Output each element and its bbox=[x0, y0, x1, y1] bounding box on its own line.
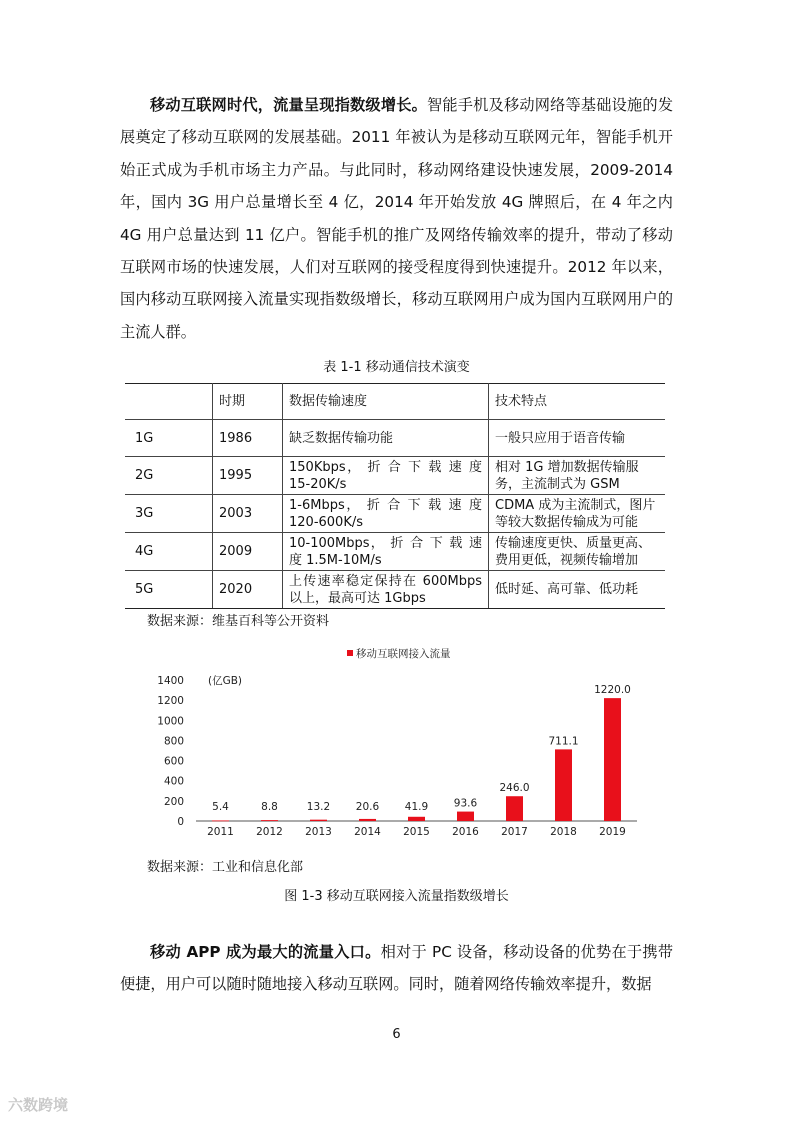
y-unit-label: (亿GB) bbox=[208, 675, 243, 687]
cell-year: 2003 bbox=[213, 495, 283, 533]
data-label: 41.9 bbox=[404, 801, 429, 813]
table-row bbox=[125, 571, 665, 609]
bar bbox=[506, 796, 523, 821]
bar bbox=[457, 812, 474, 821]
table-caption: 表 1-1 移动通信技术演变 bbox=[323, 360, 470, 375]
cell-speed: 10-100Mbps， 折 合 下 载 速 度 1.5M-10M/s bbox=[283, 533, 489, 571]
cell-speed: 上传速率稳定保持在 600Mbps 以上，最高可达 1Gbps bbox=[283, 571, 489, 609]
x-tick-label: 2014 bbox=[354, 826, 381, 838]
y-tick-label: 1400 bbox=[157, 675, 184, 687]
table-row bbox=[125, 457, 665, 495]
y-tick-label: 1000 bbox=[157, 715, 184, 728]
data-label: 246.0 bbox=[499, 782, 530, 795]
chart-source: 数据来源：工业和信息化部 bbox=[147, 860, 304, 875]
cell-gen: 4G bbox=[125, 533, 213, 571]
x-tick-label: 2018 bbox=[550, 826, 577, 838]
data-label: 711.1 bbox=[548, 735, 579, 748]
x-tick-label: 2013 bbox=[305, 826, 332, 838]
y-tick-label: 800 bbox=[163, 735, 184, 748]
app-body: 相对于 PC 设备，移动设备的优势在于携带便捷，用户可以随时随地接入移动互联网。同时，随着网络传输效率提升，数据 bbox=[120, 943, 674, 994]
x-tick-label: 2011 bbox=[207, 826, 234, 838]
x-tick-label: 2016 bbox=[452, 826, 479, 838]
bar bbox=[555, 749, 572, 821]
cell-feature: 低时延、高可靠、低功耗 bbox=[489, 571, 666, 609]
cell-feature: 一般只应用于语音传输 bbox=[489, 420, 666, 457]
y-tick-label: 200 bbox=[163, 795, 184, 808]
y-tick-label: 1200 bbox=[157, 695, 184, 708]
header-gen bbox=[125, 384, 213, 420]
legend-label: 移动互联网接入流量 bbox=[356, 648, 451, 660]
cell-speed: 缺乏数据传输功能 bbox=[283, 420, 489, 457]
header-speed: 数据传输速度 bbox=[283, 384, 489, 420]
y-tick-label: 0 bbox=[177, 816, 184, 828]
table-row bbox=[125, 495, 665, 533]
bar bbox=[359, 819, 376, 821]
cell-year: 1986 bbox=[213, 420, 283, 457]
cell-speed: 150Kbps， 折 合 下 载 速 度 15-20K/s bbox=[283, 457, 489, 495]
x-tick-label: 2012 bbox=[256, 826, 283, 838]
cell-year: 2009 bbox=[213, 533, 283, 571]
table-header-row bbox=[125, 384, 665, 420]
data-label: 8.8 bbox=[261, 801, 278, 813]
cell-year: 2020 bbox=[213, 571, 283, 609]
app-lead: 移动 APP 成为最大的流量入口。 bbox=[150, 943, 381, 961]
header-features: 技术特点 bbox=[489, 384, 666, 420]
data-label: 13.2 bbox=[306, 801, 331, 813]
page-number: 6 bbox=[392, 1027, 401, 1042]
legend-swatch bbox=[347, 650, 353, 656]
intro-lead: 移动互联网时代，流量呈现指数级增长。 bbox=[150, 96, 427, 114]
data-label: 1220.0 bbox=[594, 684, 631, 697]
data-label: 93.6 bbox=[453, 797, 478, 810]
table-row bbox=[125, 533, 665, 571]
figure-caption: 图 1-3 移动互联网接入流量指数级增长 bbox=[284, 889, 509, 904]
table-source: 数据来源：维基百科等公开资料 bbox=[147, 614, 330, 629]
cell-feature: 传输速度更快、质量更高、费用更低，视频传输增加 bbox=[489, 533, 666, 571]
mobile-tech-table bbox=[125, 383, 665, 609]
cell-feature: CDMA 成为主流制式，图片等较大数据传输成为可能 bbox=[489, 495, 666, 533]
cell-year: 1995 bbox=[213, 457, 283, 495]
x-tick-label: 2015 bbox=[403, 826, 430, 838]
cell-speed: 1-6Mbps， 折 合 下 载 速 度 120-600K/s bbox=[283, 495, 489, 533]
bar bbox=[408, 817, 425, 821]
bar bbox=[261, 820, 278, 821]
cell-gen: 2G bbox=[125, 457, 213, 495]
bar bbox=[212, 820, 229, 821]
y-tick-label: 600 bbox=[163, 755, 184, 768]
table-row bbox=[125, 420, 665, 457]
x-tick-label: 2019 bbox=[599, 826, 626, 838]
intro-body: 智能手机及移动网络等基础设施的发展奠定了移动互联网的发展基础。2011 年被认为是移动互联网元年，智能手机开始正式成为手机市场主力产品。与此同时，移动网络建设快速发展，2009-2014 年，国内 3G 用户总量增长至 4 亿，2014 年开始发放 4G 牌照后，在 4 年之内 4G 用户总量达到 11 亿户。智能手机的推广及网络传输效率的提升，带动了移动互联网市场的快速发展，人们对互联网的接受程度得到快速提升。2012 年以来，国内移动互联网接入流量实现指数级增长，移动互联网用户成为国内互联网用户的主流人群。 bbox=[120, 96, 674, 341]
app-paragraph bbox=[120, 936, 673, 1001]
data-label: 5.4 bbox=[212, 801, 229, 813]
watermark-logo: 六数跨境 bbox=[8, 1096, 69, 1114]
cell-feature: 相对 1G 增加数据传输服务，主流制式为 GSM bbox=[489, 457, 666, 495]
traffic-bar-chart bbox=[150, 640, 650, 845]
header-period: 时期 bbox=[213, 384, 283, 420]
data-label: 20.6 bbox=[355, 801, 380, 813]
cell-gen: 5G bbox=[125, 571, 213, 609]
bar bbox=[310, 820, 327, 821]
y-tick-label: 400 bbox=[163, 775, 184, 788]
cell-gen: 3G bbox=[125, 495, 213, 533]
x-tick-label: 2017 bbox=[501, 826, 528, 838]
cell-gen: 1G bbox=[125, 420, 213, 457]
bar bbox=[604, 698, 621, 821]
intro-paragraph bbox=[120, 89, 673, 348]
